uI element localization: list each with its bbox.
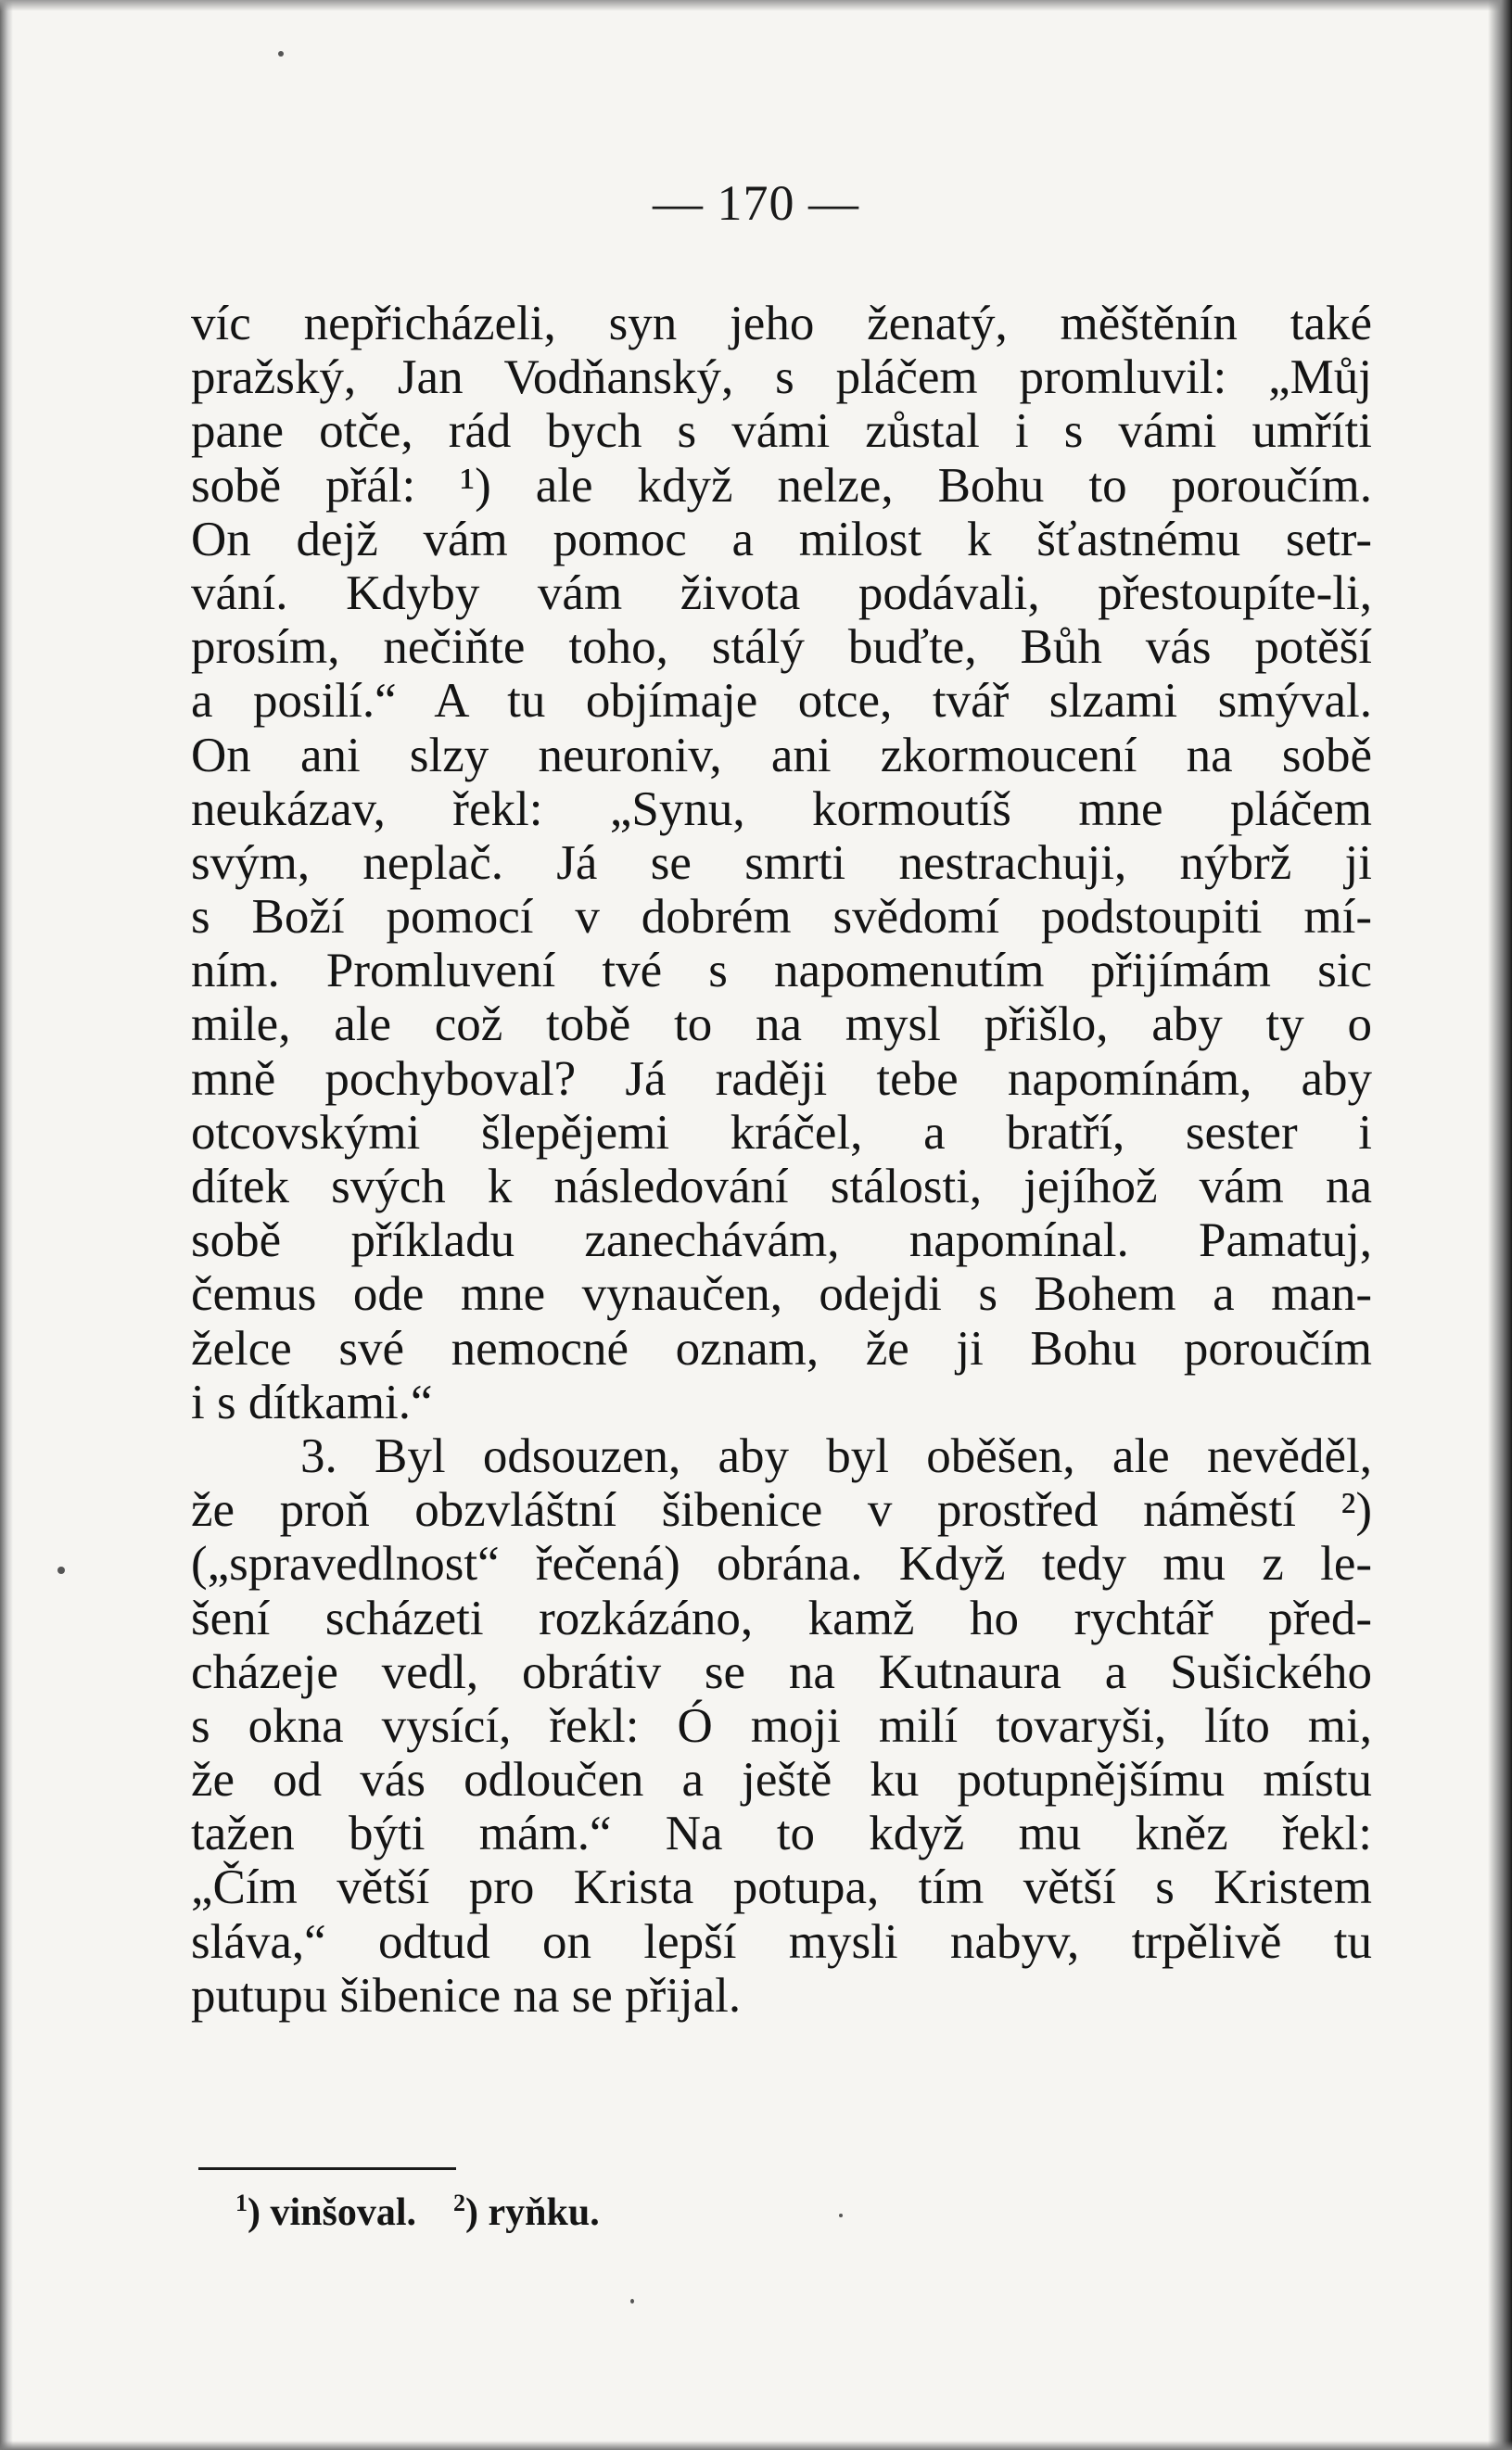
- text-line: mile, ale což tobě to na mysl přišlo, aby ty o: [191, 997, 1372, 1052]
- text-line: i s dítkami.“: [191, 1375, 433, 1429]
- text-line: že proň obzvláštní šibenice v prostřed náměstí ²): [191, 1483, 1372, 1538]
- footnote-2-mark: 2: [453, 2190, 466, 2216]
- text-line: pražský, Jan Vodňanský, s pláčem promluvil: „Můj: [191, 350, 1372, 405]
- text-line: On dejž vám pomoc a milost k šťastnému setr-: [191, 512, 1372, 566]
- text-line: cházeje vedl, obrátiv se na Kutnaura a Sušického: [191, 1644, 1372, 1699]
- text-line: želce své nemocné oznam, že ji Bohu poroučím: [191, 1321, 1372, 1376]
- text-line: svým, neplač. Já se smrti nestrachuji, nýbrž ji: [191, 835, 1372, 890]
- footnote-separator: [198, 2167, 456, 2170]
- footnote-1-mark: 1: [235, 2190, 248, 2216]
- scan-speck: [630, 2299, 634, 2304]
- text-line: víc nepřicházeli, syn jeho ženatý, měštěnín také: [191, 297, 1372, 350]
- text-line: mně pochyboval? Já raději tebe napomínám, aby: [191, 1051, 1372, 1106]
- text-line: 3. Byl odsouzen, aby byl oběšen, ale nevěděl,: [300, 1428, 1372, 1483]
- scan-speck: [57, 1567, 65, 1574]
- scan-speck: [278, 51, 284, 57]
- paragraph-1: [191, 297, 1372, 1429]
- text-line: a posilí.“ A tu objímaje otce, tvář slzami smýval.: [191, 674, 1372, 729]
- paragraph-2: [191, 1429, 1372, 2023]
- text-line: s okna vysící, řekl: Ó moji milí tovaryši, líto mi,: [191, 1698, 1372, 1753]
- scan-speck: [839, 2214, 843, 2217]
- text-line: putupu šibenice na se přijal.: [191, 1968, 742, 2023]
- footnote-2: [453, 2191, 600, 2234]
- text-line: („spravedlnost“ řečená) obrána. Když tedy mu z le-: [191, 1537, 1372, 1592]
- footnote-1: [235, 2191, 416, 2234]
- text-line: šení scházeti rozkázáno, kamž ho rychtář před-: [191, 1591, 1372, 1645]
- scan-edge-bottom: [0, 2441, 1512, 2450]
- footnotes: [235, 2190, 600, 2235]
- text-line: prosím, nečiňte toho, stálý buďte, Bůh vás potěší: [191, 620, 1372, 675]
- scan-edge-right: [1488, 0, 1512, 2450]
- text-line: s Boží pomocí v dobrém svědomí podstoupiti mí-: [191, 890, 1372, 945]
- text-line: tažen býti mám.“ Na to když mu kněz řekl:: [191, 1807, 1372, 1861]
- text-line: vání. Kdyby vám života podávali, přestoupíte-li,: [191, 565, 1372, 620]
- text-line: že od vás odloučen a ještě ku potupnějšímu místu: [191, 1753, 1372, 1808]
- text-line: „Čím větší pro Krista potupa, tím větší s Kristem: [191, 1860, 1372, 1915]
- text-line: pane otče, rád bych s vámi zůstal i s vámi umříti: [191, 404, 1372, 459]
- scan-edge-left: [0, 0, 13, 2450]
- body-text: [191, 297, 1372, 2023]
- text-line: otcovskými šlepějemi kráčel, a bratří, sester i: [191, 1105, 1372, 1160]
- text-line: On ani slzy neuroniv, ani zkormoucení na sobě: [191, 728, 1372, 782]
- footnote-2-text: ) ryňku.: [465, 2191, 600, 2234]
- scan-edge-top: [0, 0, 1512, 11]
- page-number: — 170 —: [653, 175, 859, 231]
- text-line: ním. Promluvení tvé s napomenutím přijímám sic: [191, 944, 1372, 998]
- text-line: sláva,“ odtud on lepší mysli nabyv, trpělivě tu: [191, 1914, 1372, 1969]
- text-line: čemus ode mne vynaučen, odejdi s Bohem a man-: [191, 1267, 1372, 1322]
- text-line: sobě přál: ¹) ale když nelze, Bohu to poroučím.: [191, 458, 1372, 513]
- footnote-1-text: ) vinšoval.: [248, 2191, 417, 2234]
- text-line: dítek svých k následování stálosti, jejíhož vám na: [191, 1160, 1372, 1213]
- text-line: sobě příkladu zanechávám, napomínal. Pamatuj,: [191, 1213, 1372, 1268]
- text-line: neukázav, řekl: „Synu, kormoutíš mne pláčem: [191, 781, 1372, 836]
